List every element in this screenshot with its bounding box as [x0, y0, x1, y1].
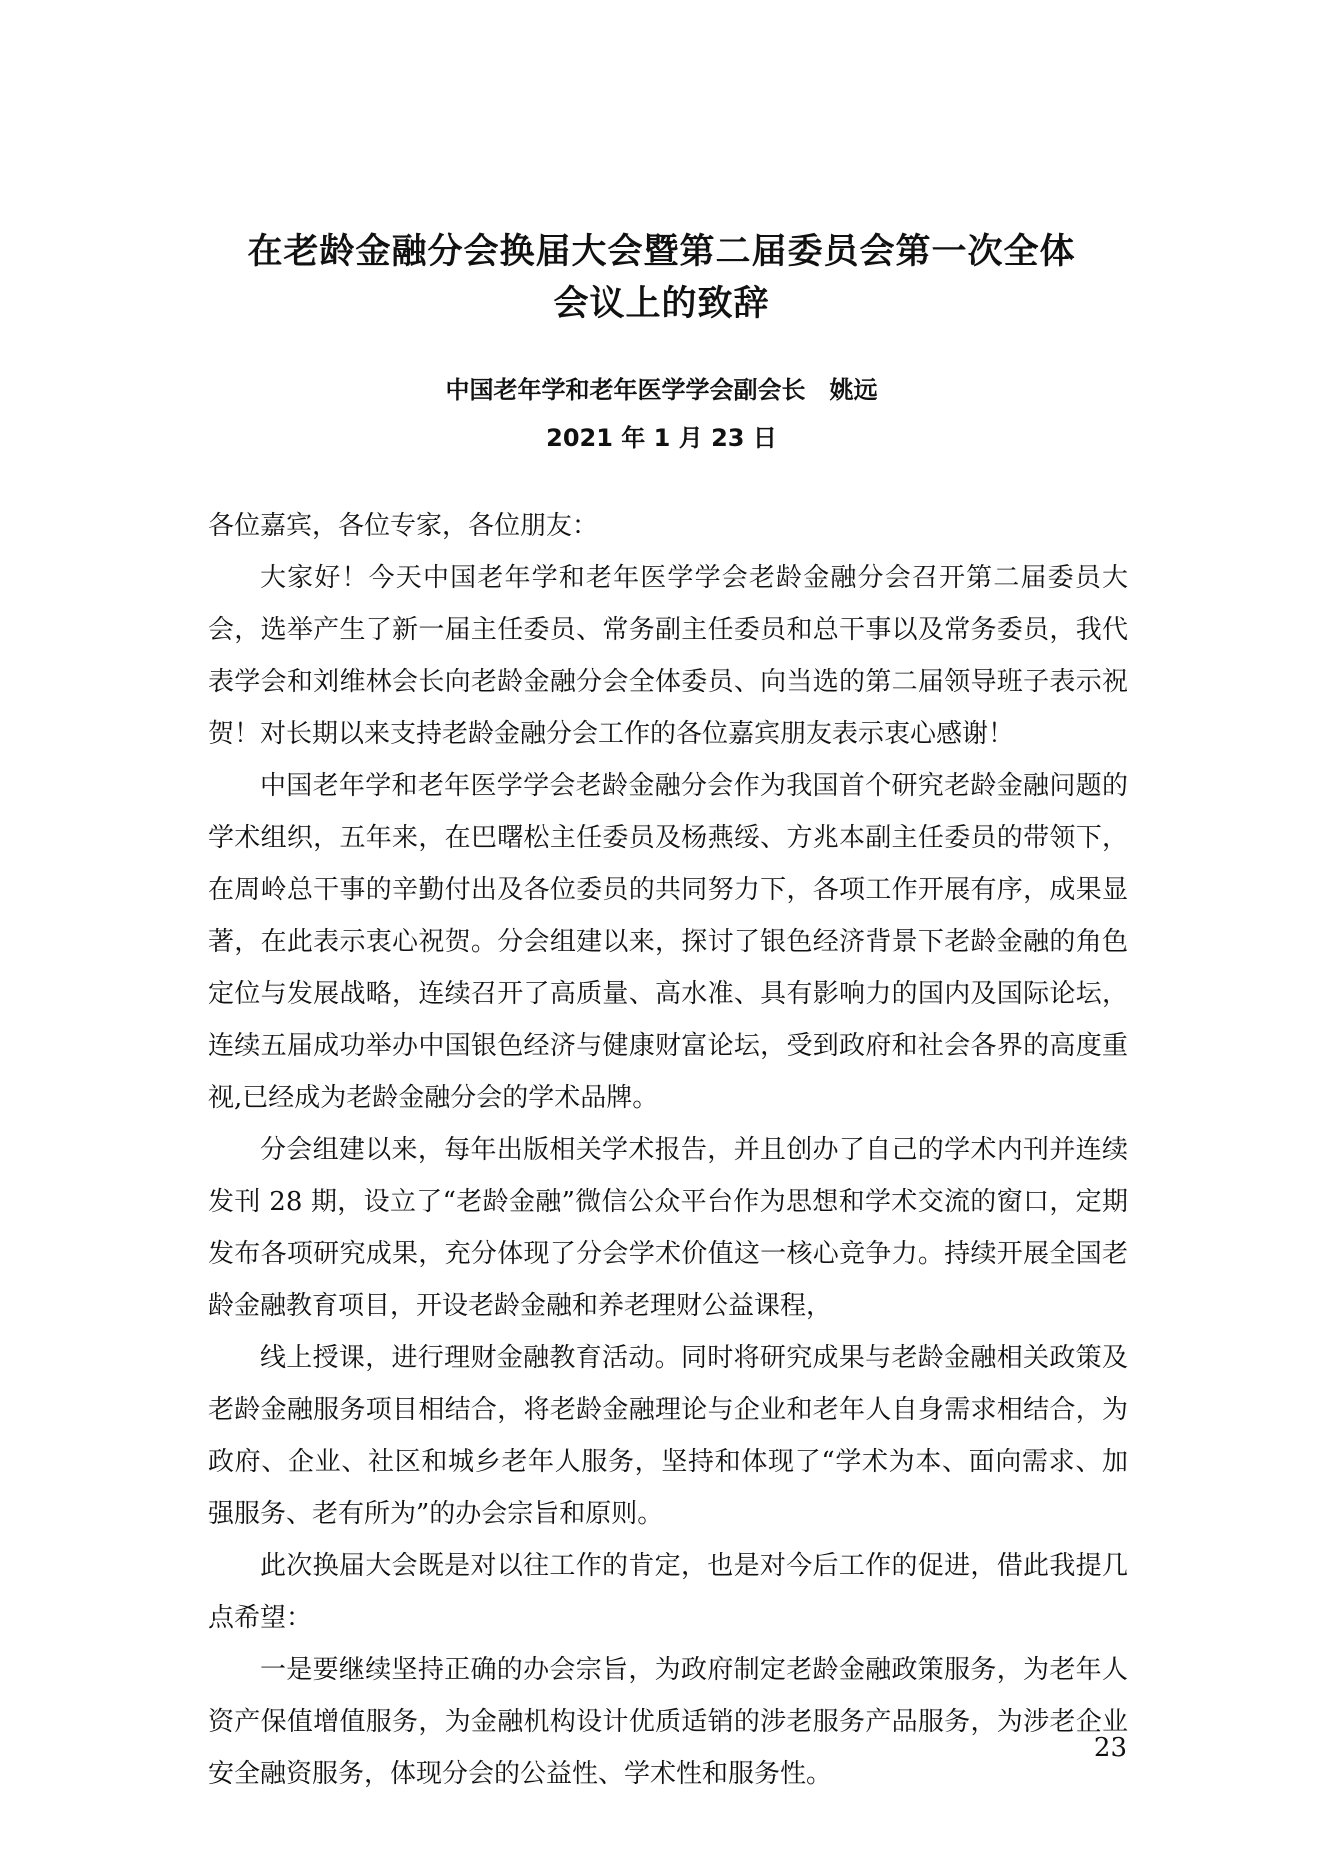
speech-body	[208, 500, 1128, 1800]
paragraph-hopes-intro: 此次换届大会既是对以往工作的肯定，也是对今后工作的促进，借此我提几点希望：	[208, 1551, 1128, 1633]
paragraph-services: 线上授课，进行理财金融教育活动。同时将研究成果与老龄金融相关政策及老龄金融服务项目相结合，将老龄金融理论与企业和老年人自身需求相结合，为政府、企业、社区和城乡老年人服务，坚持和体现了“学术为本、面向需求、加强服务、老有所为”的办会宗旨和原则。	[208, 1343, 1128, 1529]
paragraph-publications: 分会组建以来，每年出版相关学术报告，并且创办了自己的学术内刊并连续发刊 28 期，设立了“老龄金融”微信公众平台作为思想和学术交流的窗口，定期发布各项研究成果，充分体现了分会学术价值这一核心竞争力。持续开展全国老龄金融教育项目，开设老龄金融和养老理财公益课程，	[208, 1135, 1128, 1321]
paragraph-hope-one: 一是要继续坚持正确的办会宗旨，为政府制定老龄金融政策服务，为老年人资产保值增值服务，为金融机构设计优质适销的涉老服务产品服务，为涉老企业安全融资服务，体现分会的公益性、学术性和服务性。	[208, 1655, 1128, 1789]
document-title-line-2: 会议上的致辞	[553, 284, 770, 324]
speaker-line: 中国老年学和老年医学学会副会长 姚远	[445, 376, 878, 404]
paragraph-greeting: 大家好！今天中国老年学和老年医学学会老龄金融分会召开第二届委员大会，选举产生了新一届主任委员、常务副主任委员和总干事以及常务委员，我代表学会和刘维林会长向老龄金融分会全体委员、向当选的第二届领导班子表示祝贺！对长期以来支持老龄金融分会工作的各位嘉宾朋友表示衷心感谢！	[208, 563, 1128, 749]
salutation: 各位嘉宾，各位专家，各位朋友：	[208, 511, 599, 541]
page-number: 23	[1093, 1733, 1127, 1763]
date-line: 2021 年 1 月 23 日	[546, 424, 777, 452]
document-title-line-1: 在老龄金融分会换届大会暨第二届委员会第一次全体	[247, 232, 1076, 272]
paragraph-achievements: 中国老年学和老年医学学会老龄金融分会作为我国首个研究老龄金融问题的学术组织，五年来，在巴曙松主任委员及杨燕绥、方兆本副主任委员的带领下，在周岭总干事的辛勤付出及各位委员的共同努力下，各项工作开展有序，成果显著，在此表示衷心祝贺。分会组建以来，探讨了银色经济背景下老龄金融的角色定位与发展战略，连续召开了高质量、高水准、具有影响力的国内及国际论坛，连续五届成功举办中国银色经济与健康财富论坛，受到政府和社会各界的高度重视,已经成为老龄金融分会的学术品牌。	[208, 771, 1128, 1113]
